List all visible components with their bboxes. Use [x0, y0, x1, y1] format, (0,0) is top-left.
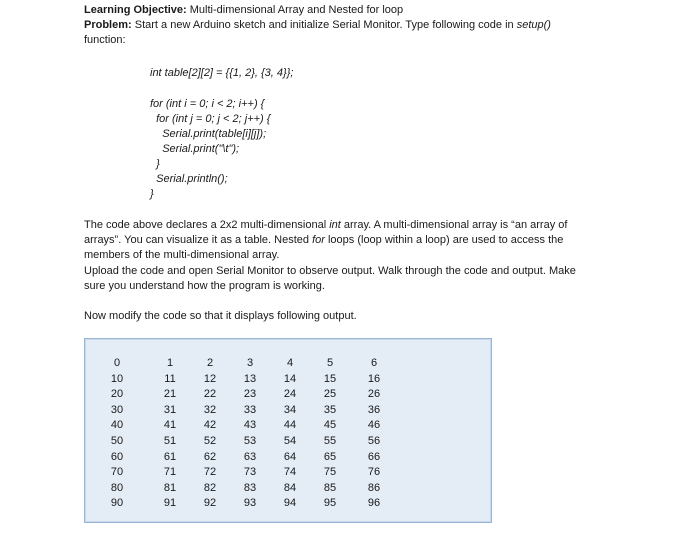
code-line-3: for (int i = 0; i < 2; i++) {: [150, 98, 265, 110]
description-text: arrays”. You can visualize it as a table. Nested: [84, 234, 313, 246]
output-cell: 90: [110, 497, 124, 510]
output-cell: 45: [323, 419, 337, 432]
output-cell: 95: [323, 497, 337, 510]
output-cell: 76: [367, 466, 381, 479]
output-cell: 83: [243, 481, 257, 494]
output-cell: 14: [283, 372, 297, 385]
output-cell: 41: [163, 419, 177, 432]
output-cell: 21: [163, 388, 177, 401]
output-cell: 26: [367, 388, 381, 401]
output-cell: 70: [110, 466, 124, 479]
output-cell: 32: [203, 403, 217, 416]
output-cell: 42: [203, 419, 217, 432]
output-cell: 74: [283, 466, 297, 479]
output-cell: 66: [367, 450, 381, 463]
output-cell: 6: [370, 357, 378, 369]
output-cell: 36: [367, 403, 381, 416]
objective-label: Learning Objective:: [84, 4, 187, 16]
output-cell: 91: [163, 497, 177, 510]
output-cell: 71: [163, 466, 177, 479]
output-cell: 30: [110, 403, 124, 416]
output-cell: 43: [243, 419, 257, 432]
objective-text: Multi-dimensional Array and Nested for loop: [186, 4, 404, 16]
output-cell: 80: [110, 481, 124, 494]
output-cell: 65: [323, 450, 337, 463]
output-cell: 20: [110, 388, 124, 401]
description-line-4: Upload the code and open Serial Monitor to observe output. Walk through the code and output. Make: [84, 265, 576, 277]
output-cell: 84: [283, 481, 297, 494]
output-cell: 10: [110, 372, 124, 385]
output-cell: 81: [163, 481, 177, 494]
problem-label: Problem:: [84, 19, 132, 31]
output-cell: 0: [113, 357, 121, 369]
code-line-7: }: [150, 158, 160, 170]
output-cell: 94: [283, 497, 297, 510]
output-cell: 53: [243, 434, 257, 447]
description-text: The code above declares a 2x2 multi-dimensional: [84, 219, 330, 231]
output-cell: 86: [367, 481, 381, 494]
code-line-4: for (int j = 0; j < 2; j++) {: [150, 113, 271, 125]
description-line-5: sure you understand how the program is working.: [84, 280, 325, 292]
problem-line: [84, 19, 551, 31]
output-cell: 5: [326, 357, 334, 369]
output-cell: 63: [243, 450, 257, 463]
description-em: int: [329, 219, 341, 231]
output-cell: 24: [283, 388, 297, 401]
output-cell: 52: [203, 434, 217, 447]
code-line-8: Serial.println();: [150, 173, 228, 185]
output-cell: 60: [110, 450, 124, 463]
output-cell: 35: [323, 403, 337, 416]
output-cell: 33: [243, 403, 257, 416]
output-cell: 51: [163, 434, 177, 447]
output-cell: 73: [243, 466, 257, 479]
output-cell: 16: [367, 372, 381, 385]
output-cell: 15: [323, 372, 337, 385]
output-cell: 54: [283, 434, 297, 447]
output-cell: 96: [367, 497, 381, 510]
description-em: for: [312, 234, 325, 246]
output-cell: 46: [367, 419, 381, 432]
output-cell: 72: [203, 466, 217, 479]
code-line-6: Serial.print("\t");: [150, 143, 240, 155]
output-cell: 23: [243, 388, 257, 401]
problem-text: Start a new Arduino sketch and initialize Serial Monitor. Type following code in: [131, 19, 517, 31]
output-cell: 85: [323, 481, 337, 494]
output-cell: 44: [283, 419, 297, 432]
description-line-2: [84, 233, 563, 248]
description-line-3: members of the multi-dimensional array.: [84, 249, 280, 261]
output-cell: 13: [243, 372, 257, 385]
code-line-9: }: [150, 188, 154, 200]
description-text: array. A multi-dimensional array is “an array of: [340, 219, 568, 231]
output-cell: 56: [367, 434, 381, 447]
output-cell: 64: [283, 450, 297, 463]
output-cell: 62: [203, 450, 217, 463]
code-line-5: Serial.print(table[i][j]);: [150, 128, 267, 140]
output-cell: 25: [323, 388, 337, 401]
description-line-1: [84, 218, 567, 233]
code-line-1: int table[2][2] = {{1, 2}, {3, 4}};: [150, 67, 294, 79]
output-cell: 50: [110, 434, 124, 447]
problem-line-2: function:: [84, 34, 126, 46]
output-cell: 82: [203, 481, 217, 494]
output-cell: 93: [243, 497, 257, 510]
output-cell: 61: [163, 450, 177, 463]
output-cell: 31: [163, 403, 177, 416]
output-cell: 12: [203, 372, 217, 385]
output-cell: 92: [203, 497, 217, 510]
output-cell: 1: [166, 357, 174, 369]
output-cell: 22: [203, 388, 217, 401]
output-cell: 75: [323, 466, 337, 479]
instruction-line: Now modify the code so that it displays following output.: [84, 310, 357, 322]
problem-emphasis: setup(): [516, 19, 551, 31]
output-cell: 34: [283, 403, 297, 416]
output-cell: 3: [246, 357, 254, 369]
output-cell: 40: [110, 419, 124, 432]
learning-objective-line: [84, 4, 403, 16]
output-cell: 2: [206, 357, 214, 369]
description-text: loops (loop within a loop) are used to access the: [324, 234, 564, 246]
output-cell: 4: [286, 357, 294, 369]
serial-output-box: [84, 338, 492, 523]
output-cell: 55: [323, 434, 337, 447]
output-cell: 11: [164, 372, 176, 385]
